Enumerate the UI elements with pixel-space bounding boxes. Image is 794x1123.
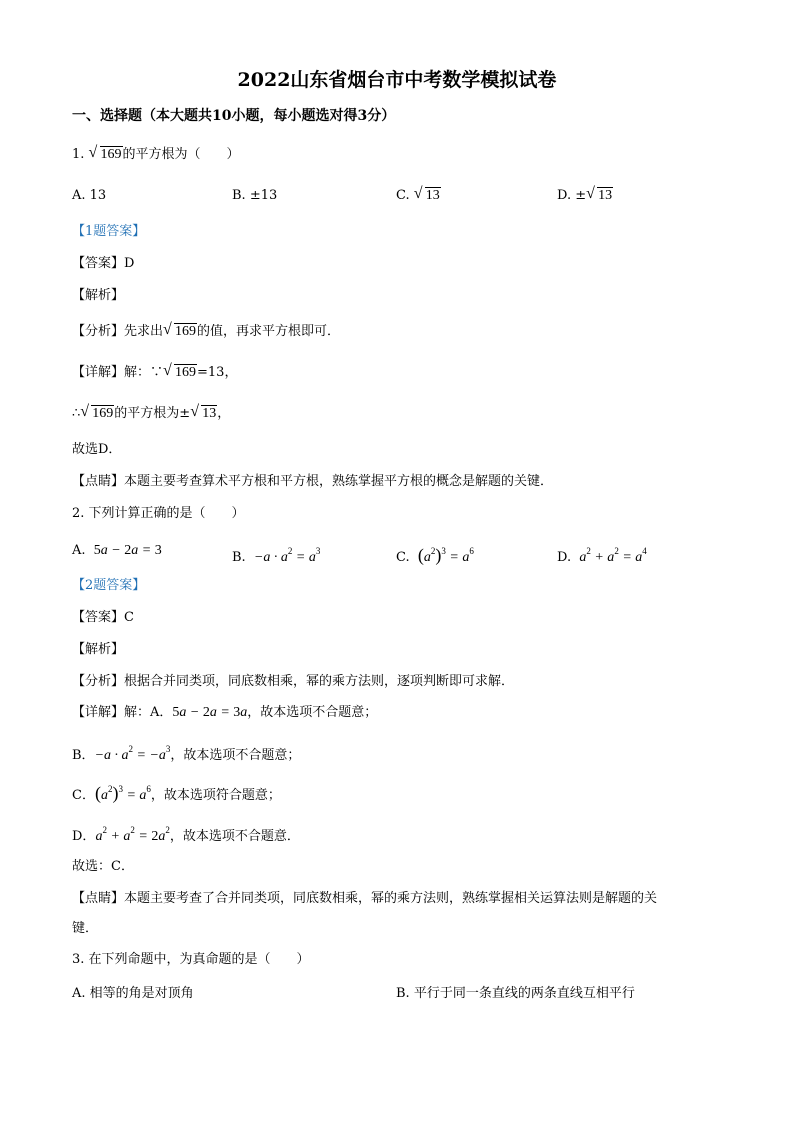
question-3-stem: 3. 在下列命题中，为真命题的是（ ） <box>72 952 310 967</box>
q1-fenxi: 【分析】先求出√ 169的值，再求平方根即可． <box>72 322 340 342</box>
q2-option-d: D. $a^2 + a^2 = a^4$ <box>557 546 647 565</box>
q2-comment-line2: 键． <box>72 921 99 936</box>
q1-option-b: B. ±13 <box>232 188 278 203</box>
q1-answer: 【答案】D <box>72 256 135 271</box>
question-1-stem: 1. √ 169的平方根为（ ） <box>72 145 240 165</box>
q1-analysis-header: 【解析】 <box>72 288 125 303</box>
q1-therefore: ∴√ 169的平方根为±√ 13， <box>72 404 230 424</box>
q2-detail-a: 【详解】解：A．5a − 2a = 3a，故本选项不合题意； <box>72 705 378 720</box>
q1-option-c: C. √ 13 <box>396 186 441 206</box>
q1-option-a: A. 13 <box>72 188 107 203</box>
q2-option-b: B. $-a \cdot a^2 = a^3$ <box>232 546 321 565</box>
q2-answer: 【答案】C <box>72 610 134 625</box>
q1-choose: 故选D． <box>72 442 122 457</box>
q2-choose: 故选：C． <box>72 859 134 874</box>
q2-option-a: A. 5a − 2a = 3 <box>72 543 162 558</box>
q1-comment: 【点睛】本题主要考查算术平方根和平方根，熟练掌握平方根的概念是解题的关键． <box>72 474 554 489</box>
q2-option-c: C. $(a^2)^3 = a^6$ <box>396 545 474 565</box>
page-title: 2022山东省烟台市中考数学模拟试卷 <box>237 69 557 91</box>
question-2-stem: 2. 下列计算正确的是（ ） <box>72 506 245 521</box>
q2-detail-b: B．$-a \cdot a^2 = -a^3$，故本选项不合题意； <box>72 744 301 763</box>
q2-detail-c: C．$(a^2)^3 = a^6$，故本选项符合题意； <box>72 783 281 803</box>
q2-detail-d: D．$a^2 + a^2 = 2a^2$，故本选项不合题意． <box>72 825 300 844</box>
q1-answer-header: 【1题答案】 <box>72 224 146 239</box>
q2-fenxi: 【分析】根据合并同类项，同底数相乘，幂的乘方法则，逐项判断即可求解． <box>72 674 515 689</box>
q3-option-a: A. 相等的角是对顶角 <box>72 986 194 1001</box>
q2-analysis-header: 【解析】 <box>72 642 125 657</box>
section-heading: 一、选择题（本大题共10小题，每小题选对得3分） <box>72 108 396 124</box>
q2-comment-line1: 【点睛】本题主要考查了合并同类项，同底数相乘，幂的乘方法则，熟练掌握相关运算法则是解题的关 <box>72 891 658 906</box>
q1-option-d: D. ±√ 13 <box>557 186 613 206</box>
q1-detail: 【详解】解：∵√ 169=13， <box>72 363 237 383</box>
q3-option-b: B. 平行于同一条直线的两条直线互相平行 <box>396 986 635 1001</box>
sqrt-169: √ 169 <box>89 145 123 165</box>
q2-answer-header: 【2题答案】 <box>72 578 146 593</box>
